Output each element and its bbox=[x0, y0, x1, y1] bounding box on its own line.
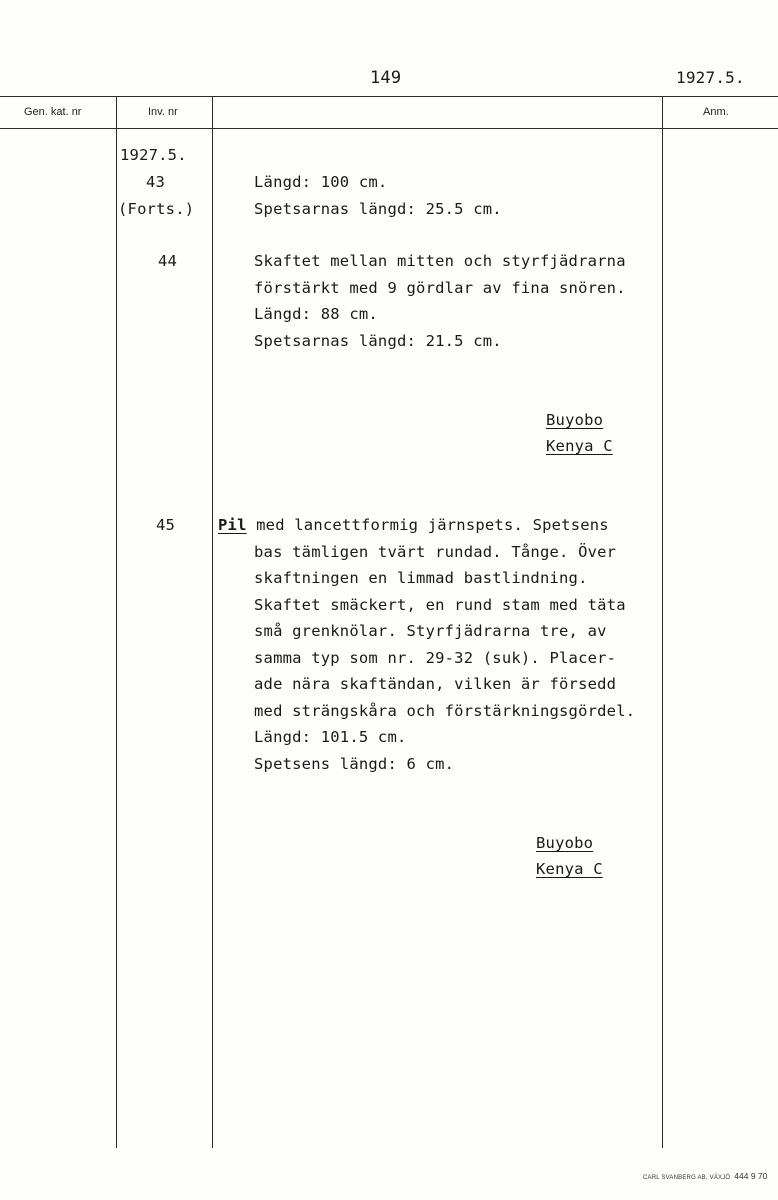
column-header-inv: Inv. nr bbox=[148, 106, 178, 118]
entry-45-line: samma typ som nr. 29-32 (suk). Placer- bbox=[254, 649, 617, 667]
entry-44-line: förstärkt med 9 gördlar av fina snören. bbox=[254, 279, 626, 297]
entry-44-line: Skaftet mellan mitten och styrfjädrarna bbox=[254, 252, 626, 270]
inventory-number-43: 43 bbox=[146, 173, 166, 191]
inventory-year: 1927.5. bbox=[120, 146, 187, 164]
entry-45-first-line-text: med lancettformig järnspets. Spetsens bbox=[246, 516, 609, 534]
entry-45-line: med strängskåra och förstärkningsgördel. bbox=[254, 702, 636, 720]
entry-45-origin-region: Kenya C bbox=[536, 860, 603, 878]
printer-name: CARL SVANBERG AB, VÄXJÖ bbox=[643, 1175, 731, 1181]
entry-45-line: små grenknölar. Styrfjädrarna tre, av bbox=[254, 622, 607, 640]
column-header-gen-kat: Gen. kat. nr bbox=[24, 106, 82, 118]
inventory-continued: (Forts.) bbox=[118, 200, 195, 218]
column-rule-3 bbox=[662, 96, 663, 1148]
entry-45-line: skaftningen en limmad bastlindning. bbox=[254, 569, 588, 587]
entry-45-origin-place: Buyobo bbox=[536, 834, 594, 852]
inventory-number-45: 45 bbox=[156, 516, 176, 534]
entry-44-origin-region: Kenya C bbox=[546, 437, 613, 455]
entry-45-line: Spetsens längd: 6 cm. bbox=[254, 755, 455, 773]
entry-45-line: bas tämligen tvärt rundad. Tånge. Över bbox=[254, 543, 617, 561]
entry-45-line: Längd: 101.5 cm. bbox=[254, 728, 407, 746]
entry-43-line: Längd: 100 cm. bbox=[254, 173, 388, 191]
entry-44-line: Spetsarnas längd: 21.5 cm. bbox=[254, 332, 502, 350]
form-code: 444 9 70 bbox=[734, 1171, 768, 1181]
printer-imprint bbox=[643, 1166, 767, 1184]
column-rule-1 bbox=[116, 96, 117, 1148]
column-header-anm: Anm. bbox=[703, 106, 729, 118]
card-reference: 1927.5. bbox=[676, 68, 745, 87]
entry-44-origin-place: Buyobo bbox=[546, 411, 604, 429]
entry-45-line: Skaftet smäckert, en rund stam med täta bbox=[254, 596, 626, 614]
inventory-number-44: 44 bbox=[158, 252, 178, 270]
column-rule-2 bbox=[212, 96, 213, 1148]
entry-45-object-name: Pil bbox=[218, 516, 247, 534]
page-number: 149 bbox=[370, 68, 402, 88]
entry-45-line: ade nära skaftändan, vilken är försedd bbox=[254, 675, 617, 693]
entry-45-first-line bbox=[218, 516, 609, 534]
entry-43-line: Spetsarnas längd: 25.5 cm. bbox=[254, 200, 502, 218]
entry-44-line: Längd: 88 cm. bbox=[254, 305, 378, 323]
